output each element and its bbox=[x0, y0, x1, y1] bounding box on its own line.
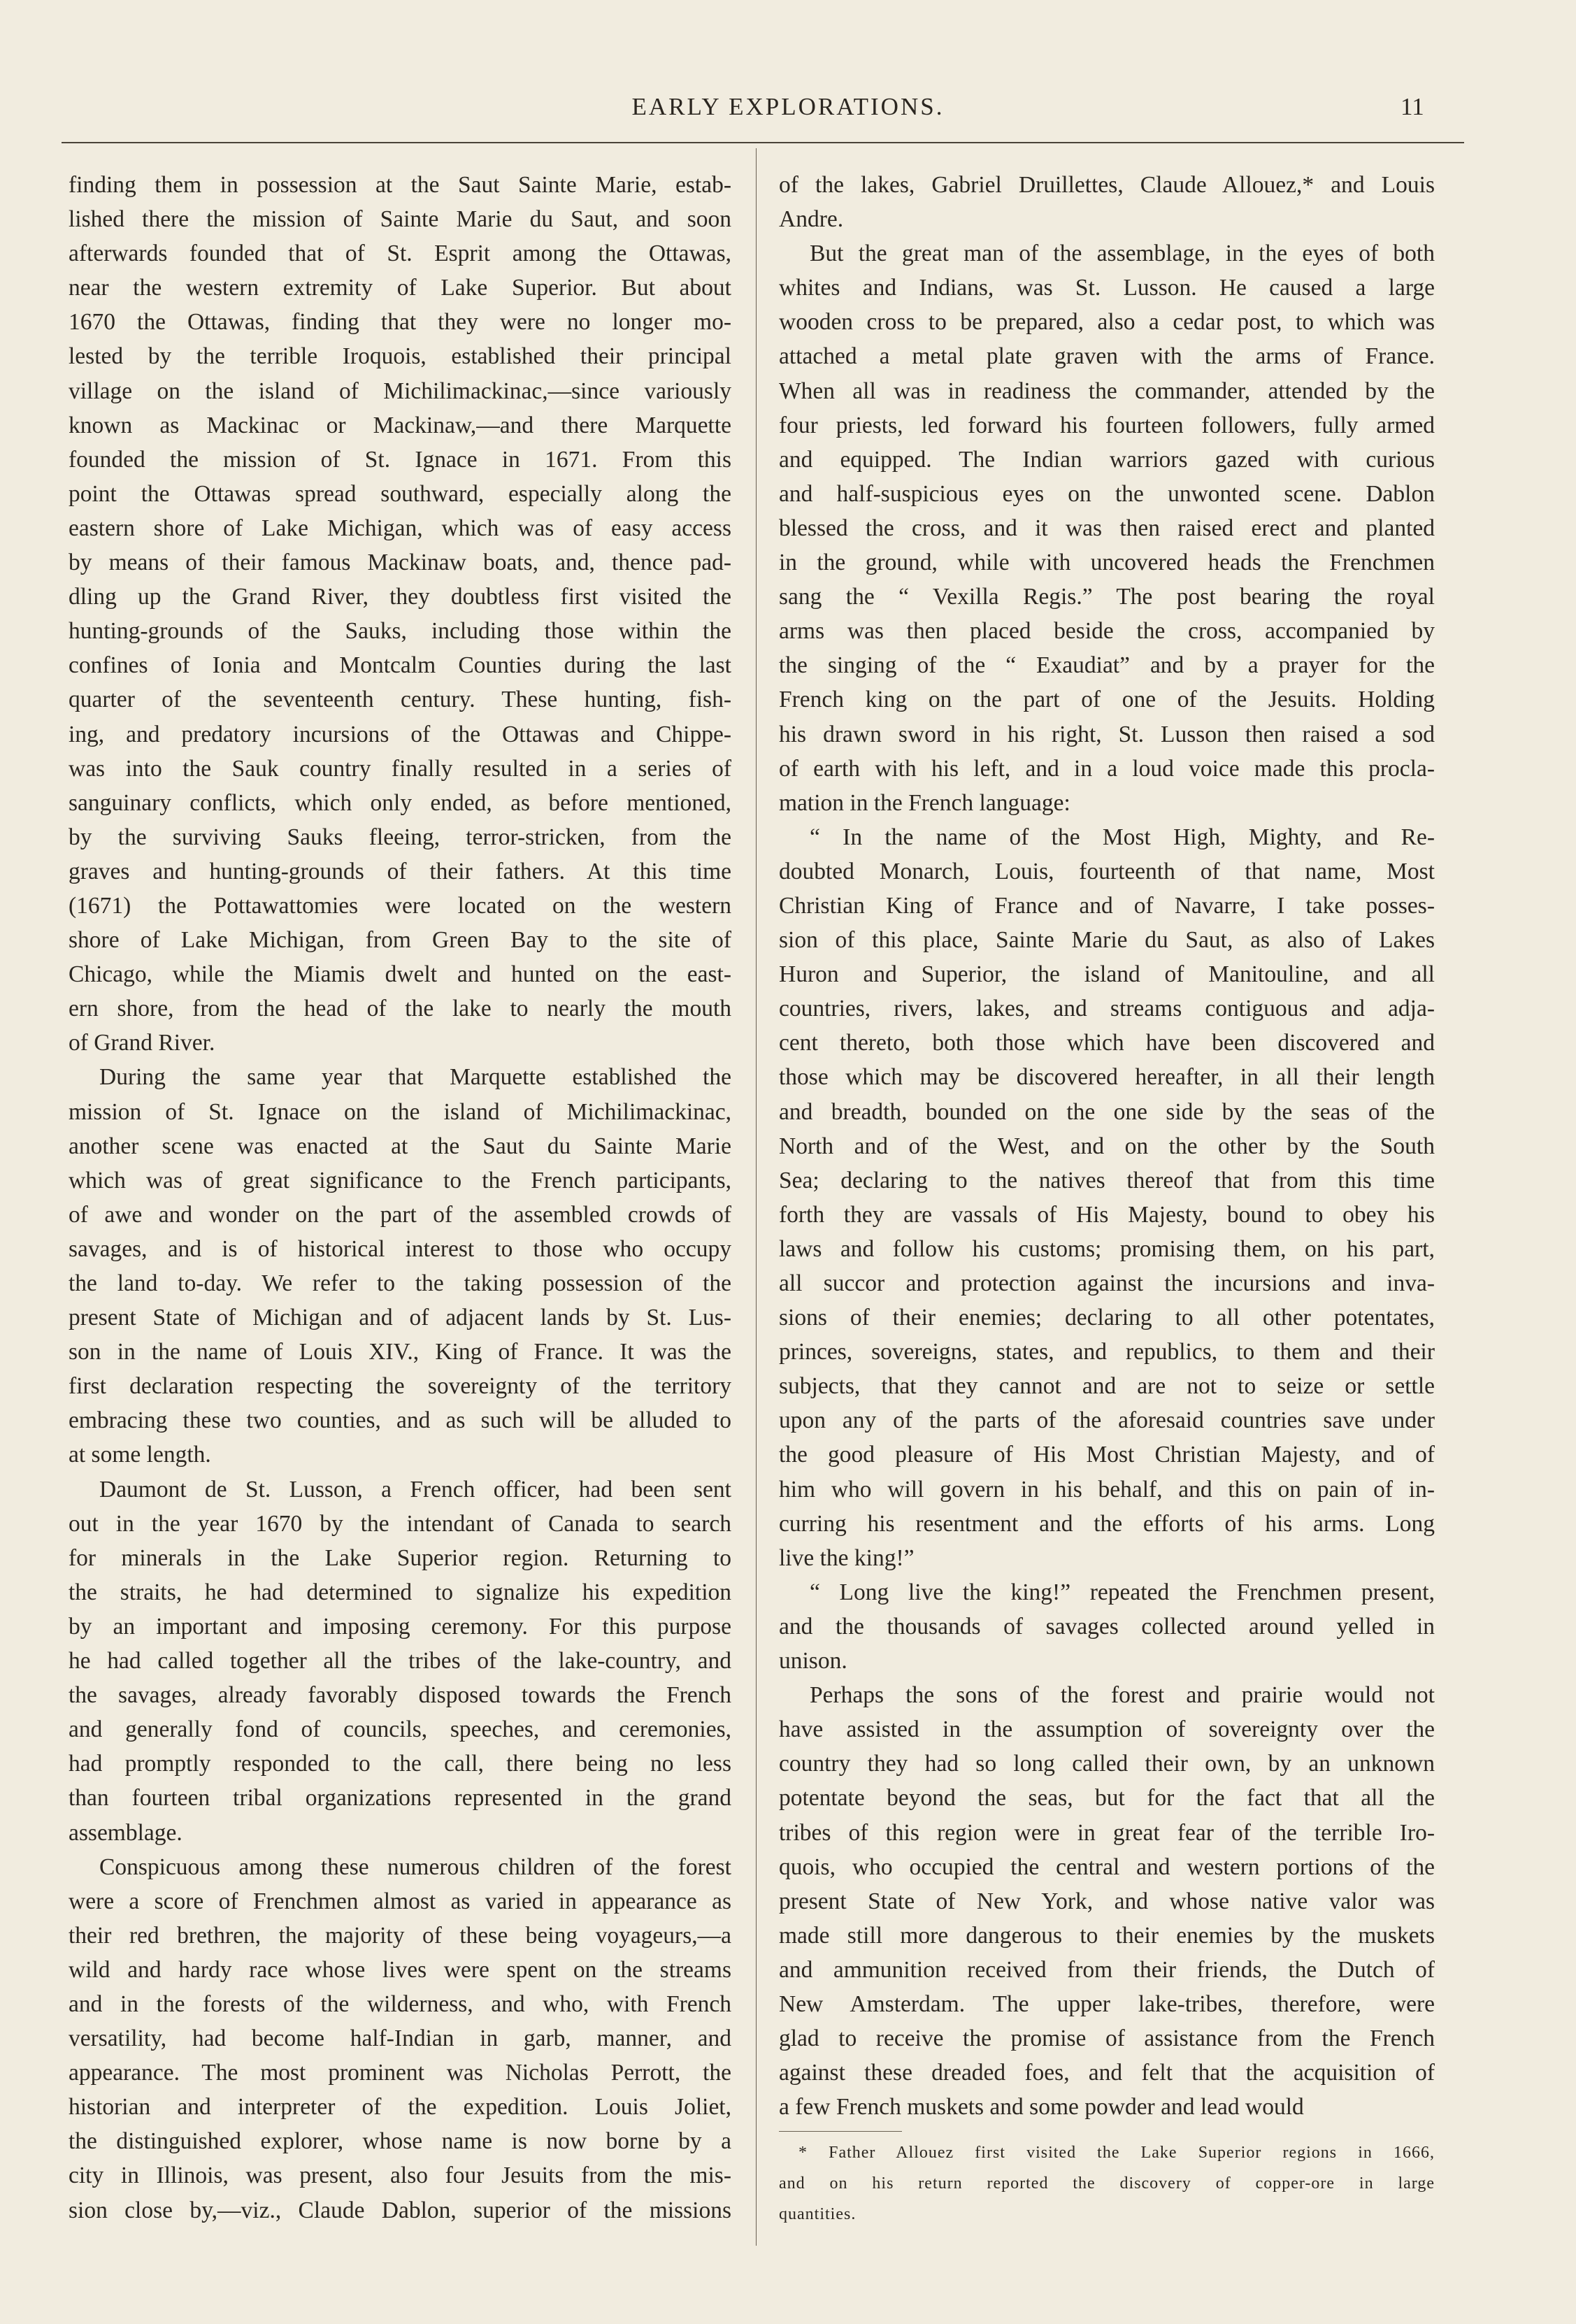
text-line: was into the Sauk country finally resulted in a series of bbox=[69, 755, 731, 782]
text-line: doubted Monarch, Louis, fourteenth of that name, Most bbox=[779, 858, 1435, 884]
text-line: ern shore, from the head of the lake to nearly the mouth bbox=[69, 996, 731, 1022]
text-line: “ Long live the king!” repeated the Frenchmen present, bbox=[810, 1579, 1435, 1605]
text-line: versatility, had become half-Indian in garb, manner, and bbox=[69, 2025, 731, 2052]
text-line: city in Illinois, was present, also four Jesuits from the mis- bbox=[69, 2162, 731, 2189]
footnote-line: quantities. bbox=[779, 2205, 857, 2224]
text-line: subjects, that they cannot and are not to seize or settle bbox=[779, 1373, 1435, 1400]
text-line: Andre. bbox=[779, 206, 844, 233]
text-line: and the thousands of savages collected around yelled in bbox=[779, 1613, 1435, 1640]
text-line: Chicago, while the Miamis dwelt and hunted on the east- bbox=[69, 961, 731, 988]
text-line: But the great man of the assemblage, in the eyes of both bbox=[810, 241, 1435, 267]
text-line: in the ground, while with uncovered heads the Frenchmen bbox=[779, 550, 1435, 576]
text-line: and half-suspicious eyes on the unwonted scene. Dablon bbox=[779, 480, 1435, 507]
text-line: During the same year that Marquette established the bbox=[99, 1064, 731, 1091]
text-line: point the Ottawas spread southward, especially along the bbox=[69, 480, 731, 507]
running-header: EARLY EXPLORATIONS. bbox=[631, 93, 945, 120]
text-line: When all was in readiness the commander, attended by the bbox=[779, 378, 1435, 404]
text-line: against these dreaded foes, and felt that the acquisition of bbox=[779, 2060, 1435, 2086]
right-column bbox=[779, 168, 1435, 2230]
text-line: Daumont de St. Lusson, a French officer, had been sent bbox=[99, 1476, 731, 1502]
text-line: of earth with his left, and in a loud voice made this procla- bbox=[779, 755, 1435, 782]
column-divider bbox=[756, 148, 757, 2246]
text-line: Huron and Superior, the island of Manitouline, and all bbox=[779, 961, 1435, 988]
text-line: sion close by,—viz., Claude Dablon, superior of the missions bbox=[69, 2197, 731, 2223]
text-line: son in the name of Louis XIV., King of France. It was the bbox=[69, 1339, 731, 1365]
text-line: wild and hardy race whose lives were spent on the streams bbox=[69, 1956, 731, 1983]
text-line: present State of Michigan and of adjacent lands by St. Lus- bbox=[69, 1305, 731, 1331]
text-line: and generally fond of councils, speeches, and ceremonies, bbox=[69, 1716, 731, 1743]
text-line: countries, rivers, lakes, and streams contiguous and adja- bbox=[779, 996, 1435, 1022]
text-line: “ In the name of the Most High, Mighty, and Re- bbox=[810, 824, 1435, 850]
text-line: historian and interpreter of the expedition. Louis Joliet, bbox=[69, 2094, 731, 2121]
text-line: attached a metal plate graven with the arms of France. bbox=[779, 343, 1435, 370]
text-line: the savages, already favorably disposed towards the French bbox=[69, 1682, 731, 1709]
text-line: curring his resentment and the efforts of his arms. Long bbox=[779, 1510, 1435, 1537]
text-line: sion of this place, Sainte Marie du Saut, as also of Lakes bbox=[779, 927, 1435, 954]
text-line: of awe and wonder on the part of the assembled crowds of bbox=[69, 1201, 731, 1228]
text-line: arms was then placed beside the cross, accompanied by bbox=[779, 618, 1435, 645]
text-line: the land to-day. We refer to the taking possession of the bbox=[69, 1270, 731, 1296]
text-line: the straits, he had determined to signalize his expedition bbox=[69, 1579, 731, 1605]
text-line: 1670 the Ottawas, finding that they were no longer mo- bbox=[69, 309, 731, 336]
text-line: for minerals in the Lake Superior region. Returning to bbox=[69, 1544, 731, 1571]
text-line: North and of the West, and on the other by the South bbox=[779, 1133, 1435, 1159]
text-line: Sea; declaring to the natives thereof that from this time bbox=[779, 1167, 1435, 1193]
header-rule bbox=[62, 142, 1464, 143]
text-line: hunting-grounds of the Sauks, including those within the bbox=[69, 618, 731, 645]
text-line: those which may be discovered hereafter, in all their length bbox=[779, 1064, 1435, 1091]
text-line: wooden cross to be prepared, also a cedar post, to which was bbox=[779, 309, 1435, 336]
text-line: which was of great significance to the French participants, bbox=[69, 1167, 731, 1193]
text-line: Conspicuous among these numerous children of the forest bbox=[99, 1853, 731, 1880]
text-line: cent thereto, both those which have been discovered and bbox=[779, 1030, 1435, 1056]
text-line: and equipped. The Indian warriors gazed with curious bbox=[779, 446, 1435, 473]
text-line: graves and hunting-grounds of their fathers. At this time bbox=[69, 858, 731, 884]
text-line: laws and follow his customs; promising them, on his part, bbox=[779, 1235, 1435, 1262]
text-line: afterwards founded that of St. Esprit among the Ottawas, bbox=[69, 241, 731, 267]
text-line: made still more dangerous to their enemies by the muskets bbox=[779, 1922, 1435, 1949]
text-line: lested by the terrible Iroquois, established their principal bbox=[69, 343, 731, 370]
text-line: first declaration respecting the sovereignty of the territory bbox=[69, 1373, 731, 1400]
text-line: the good pleasure of His Most Christian Majesty, and of bbox=[779, 1442, 1435, 1468]
text-line: a few French muskets and some powder and lead would bbox=[779, 2094, 1304, 2121]
text-line: lished there the mission of Sainte Marie du Saut, and soon bbox=[69, 206, 731, 233]
text-line: glad to receive the promise of assistance from the French bbox=[779, 2025, 1435, 2052]
text-line: of Grand River. bbox=[69, 1030, 215, 1056]
text-line: he had called together all the tribes of the lake-country, and bbox=[69, 1648, 731, 1674]
text-line: ing, and predatory incursions of the Ottawas and Chippe- bbox=[69, 721, 731, 747]
text-line: the singing of the “ Exaudiat” and by a prayer for the bbox=[779, 652, 1435, 679]
text-line: another scene was enacted at the Saut du Sainte Marie bbox=[69, 1133, 731, 1159]
text-line: at some length. bbox=[69, 1442, 211, 1468]
text-line: and ammunition received from their friends, the Dutch of bbox=[779, 1956, 1435, 1983]
text-line: finding them in possession at the Saut Sainte Marie, estab- bbox=[69, 172, 731, 198]
text-line: and in the forests of the wilderness, and who, with French bbox=[69, 1991, 731, 2017]
left-column bbox=[69, 168, 731, 2228]
text-line: tribes of this region were in great fear of the terrible Iro- bbox=[779, 1819, 1435, 1846]
text-line: known as Mackinac or Mackinaw,—and there Marquette bbox=[69, 412, 731, 438]
text-line: Perhaps the sons of the forest and prairie would not bbox=[810, 1682, 1435, 1709]
text-line: potentate beyond the seas, but for the fact that all the bbox=[779, 1785, 1435, 1812]
text-line: assemblage. bbox=[69, 1819, 182, 1846]
text-line: founded the mission of St. Ignace in 1671. From this bbox=[69, 446, 731, 473]
text-line: by means of their famous Mackinaw boats, and, thence pad- bbox=[69, 550, 731, 576]
text-line: mation in the French language: bbox=[779, 789, 1070, 816]
page-number: 11 bbox=[1401, 93, 1424, 120]
footnote bbox=[779, 2137, 1435, 2230]
text-line: French king on the part of one of the Jesuits. Holding bbox=[779, 687, 1435, 713]
text-line: confines of Ionia and Montcalm Counties during the last bbox=[69, 652, 731, 679]
text-line: dling up the Grand River, they doubtless first visited the bbox=[69, 584, 731, 610]
text-line: upon any of the parts of the aforesaid countries save under bbox=[779, 1407, 1435, 1434]
text-line: all succor and protection against the incursions and inva- bbox=[779, 1270, 1435, 1296]
text-line: eastern shore of Lake Michigan, which was of easy access bbox=[69, 515, 731, 541]
text-line: sang the “ Vexilla Regis.” The post bearing the royal bbox=[779, 584, 1435, 610]
text-line: (1671) the Pottawattomies were located on the western bbox=[69, 892, 731, 919]
text-line: out in the year 1670 by the intendant of Canada to search bbox=[69, 1510, 731, 1537]
text-line: than fourteen tribal organizations represented in the grand bbox=[69, 1785, 731, 1812]
text-line: embracing these two counties, and as such will be alluded to bbox=[69, 1407, 731, 1434]
text-line: near the western extremity of Lake Superior. But about bbox=[69, 275, 731, 301]
text-line: country they had so long called their own, by an unknown bbox=[779, 1751, 1435, 1777]
text-line: whites and Indians, was St. Lusson. He caused a large bbox=[779, 275, 1435, 301]
right-column-body bbox=[779, 168, 1435, 2124]
text-line: village on the island of Michilimackinac,—since variously bbox=[69, 378, 731, 404]
text-line: of the lakes, Gabriel Druillettes, Claude Allouez,* and Louis bbox=[779, 172, 1435, 198]
text-line: New Amsterdam. The upper lake-tribes, therefore, were bbox=[779, 1991, 1435, 2017]
text-line: him who will govern in his behalf, and this on pain of in- bbox=[779, 1476, 1435, 1502]
text-line: by the surviving Sauks fleeing, terror-stricken, from the bbox=[69, 824, 731, 850]
text-line: princes, sovereigns, states, and republics, to them and their bbox=[779, 1339, 1435, 1365]
text-line: his drawn sword in his right, St. Lusson then raised a sod bbox=[779, 721, 1435, 747]
text-line: Christian King of France and of Navarre, I take posses- bbox=[779, 892, 1435, 919]
text-line: savages, and is of historical interest to those who occupy bbox=[69, 1235, 731, 1262]
text-line: had promptly responded to the call, there being no less bbox=[69, 1751, 731, 1777]
text-line: have assisted in the assumption of sovereignty over the bbox=[779, 1716, 1435, 1743]
text-line: their red brethren, the majority of these being voyageurs,—a bbox=[69, 1922, 731, 1949]
text-line: by an important and imposing ceremony. For this purpose bbox=[69, 1613, 731, 1640]
text-line: four priests, led forward his fourteen followers, fully armed bbox=[779, 412, 1435, 438]
footnote-rule bbox=[779, 2131, 902, 2132]
text-line: sions of their enemies; declaring to all other potentates, bbox=[779, 1305, 1435, 1331]
text-line: quarter of the seventeenth century. These hunting, fish- bbox=[69, 687, 731, 713]
footnote-line: * Father Allouez first visited the Lake Superior regions in 1666, bbox=[798, 2144, 1435, 2162]
text-line: quois, who occupied the central and western portions of the bbox=[779, 1853, 1435, 1880]
text-line: and breadth, bounded on the one side by the seas of the bbox=[779, 1098, 1435, 1125]
text-line: sanguinary conflicts, which only ended, as before mentioned, bbox=[69, 789, 731, 816]
footnote-line: and on his return reported the discovery of copper-ore in large bbox=[779, 2174, 1435, 2193]
text-line: live the king!” bbox=[779, 1544, 915, 1571]
text-line: blessed the cross, and it was then raised erect and planted bbox=[779, 515, 1435, 541]
text-line: shore of Lake Michigan, from Green Bay to the site of bbox=[69, 927, 731, 954]
text-line: forth they are vassals of His Majesty, bound to obey his bbox=[779, 1201, 1435, 1228]
text-line: mission of St. Ignace on the island of Michilimackinac, bbox=[69, 1098, 731, 1125]
text-line: present State of New York, and whose native valor was bbox=[779, 1888, 1435, 1914]
text-line: unison. bbox=[779, 1648, 847, 1674]
text-line: appearance. The most prominent was Nicholas Perrott, the bbox=[69, 2060, 731, 2086]
text-line: were a score of Frenchmen almost as varied in appearance as bbox=[69, 1888, 731, 1914]
text-line: the distinguished explorer, whose name is now borne by a bbox=[69, 2128, 731, 2155]
